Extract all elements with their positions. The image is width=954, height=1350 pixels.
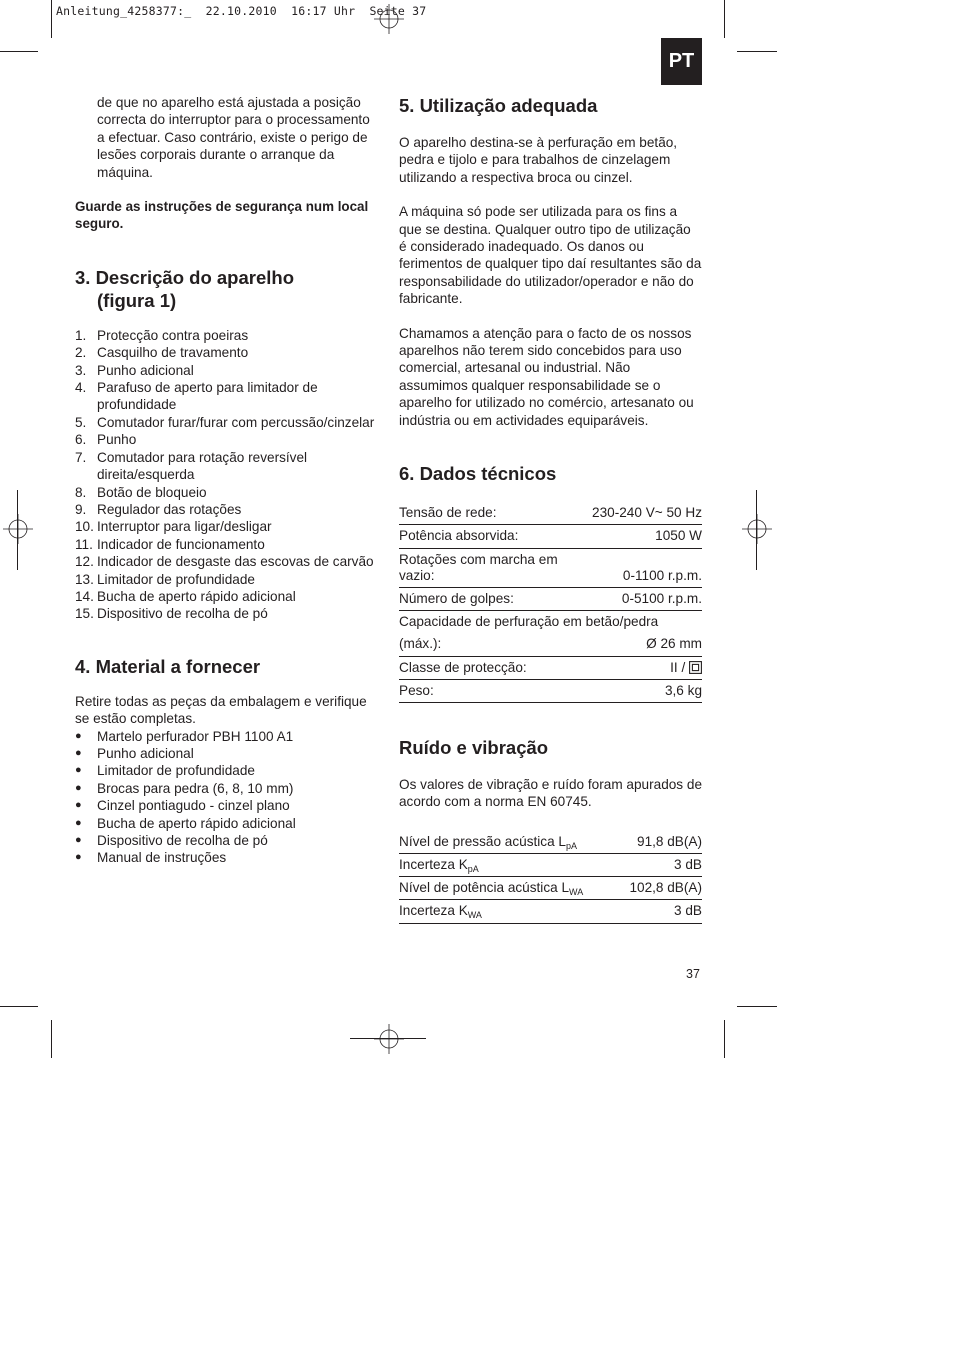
parts-list-number: 1. xyxy=(75,327,87,343)
section-5-title: 5. Utilização adequada xyxy=(399,95,598,116)
parts-list-item xyxy=(75,379,380,414)
parts-list-item xyxy=(75,605,380,622)
parts-list-number: 7. xyxy=(75,449,87,465)
parts-list-label: Comutador para rotação reversível direita/esquerda xyxy=(97,449,308,483)
supply-list-label: Brocas para pedra (6, 8, 10 mm) xyxy=(97,780,294,796)
parts-list-label: Parafuso de aperto para limitador de profundidade xyxy=(97,380,318,413)
parts-list-label: Regulador das rotações xyxy=(97,501,242,517)
supply-list-item xyxy=(75,849,380,866)
parts-list-number: 11. xyxy=(75,536,93,552)
parts-list-item xyxy=(75,431,380,448)
right-column xyxy=(399,94,702,924)
parts-list-label: Bucha de aperto rápido adicional xyxy=(97,588,296,604)
parts-list-item xyxy=(75,553,380,570)
spec-row-impacts: Número de golpes: 0-5100 r.p.m. xyxy=(399,587,702,610)
parts-list-number: 2. xyxy=(75,345,87,361)
section-5-paragraph-1: O aparelho destina-se à perfuração em betão, pedra e tijolo e para trabalhos de cinzelagem utilizando a respectiva broca ou cinzel. xyxy=(399,135,678,185)
supply-list-item xyxy=(75,832,380,849)
noise-row-lwa: Nível de potência acústica $L_{WA}$ 102,8 dB(A) xyxy=(399,877,702,900)
parts-list-label: Limitador de profundidade xyxy=(97,571,255,587)
supply-list-item xyxy=(75,762,380,779)
spec-row-protection-class: Classe de protecção: II / xyxy=(399,656,702,679)
safety-note: Guarde as instruções de segurança num local seguro. xyxy=(75,199,369,232)
spec-row-capacity-line1: Capacidade de perfuração em betão/pedra xyxy=(399,614,659,630)
parts-list-number: 6. xyxy=(75,432,87,448)
section-3-title: 3. Descrição do aparelho (figura 1) xyxy=(75,266,295,311)
parts-list-label: Casquilho de travamento xyxy=(97,345,249,361)
supply-list-label: Bucha de aperto rápido adicional xyxy=(97,815,296,831)
parts-list-item xyxy=(75,588,380,605)
noise-vibration-title: Ruído e vibração xyxy=(399,736,549,758)
parts-list-item xyxy=(75,344,380,361)
registration-mark-bottom-icon xyxy=(374,1024,404,1054)
parts-list-number: 13. xyxy=(75,571,94,587)
bullet-icon: ● xyxy=(75,781,82,794)
supply-list-item xyxy=(75,780,380,797)
parts-list-number: 5. xyxy=(75,414,87,430)
supply-list-label: Dispositivo de recolha de pó xyxy=(97,833,268,848)
parts-list-label: Interruptor para ligar/desligar xyxy=(97,519,272,535)
bullet-icon: ● xyxy=(75,851,82,864)
parts-list-label: Dispositivo de recolha de pó xyxy=(97,606,268,622)
section-5-paragraph-3: Chamamos a atenção para o facto de os nossos aparelhos não terem sido concebidos para uso comercial, artesanal ou industrial. Não assumimos qualquer responsabilidade se o aparelho for utilizado no comércio, artesanato ou indústria ou em actividades equiparáveis. xyxy=(399,325,694,428)
supply-list-item xyxy=(75,745,380,762)
section-4-intro: Retire todas as peças da embalagem e verifique se estão completas. xyxy=(75,693,367,727)
supply-list-label: Punho adicional xyxy=(97,745,194,761)
spec-row-power: Potência absorvida: 1050 W xyxy=(399,525,702,548)
noise-table xyxy=(399,831,702,924)
supply-list-label: Manual de instruções xyxy=(97,850,227,866)
noise-row-kwa: Incerteza $K_{WA}$ 3 dB xyxy=(399,900,702,923)
parts-list-item xyxy=(75,536,380,553)
parts-list-item xyxy=(75,484,380,501)
supply-list-item xyxy=(75,728,380,745)
parts-list-item xyxy=(75,571,380,588)
spec-row-voltage: Tensão de rede: 230-240 V~ 50 Hz xyxy=(399,502,702,525)
spec-row-weight: Peso: 3,6 kg xyxy=(399,679,702,702)
noise-row-lpa: Nível de pressão acústica $L_{pA}$ 91,8 dB(A) xyxy=(399,831,702,854)
parts-list-number: 10. xyxy=(75,519,94,535)
bullet-icon: ● xyxy=(75,729,82,742)
spec-row-speed: Rotações com marcha em vazio: 0-1100 r.p.m. xyxy=(399,548,702,587)
parts-list-number: 8. xyxy=(75,484,87,500)
registration-mark-right-icon xyxy=(742,514,772,544)
parts-list-item xyxy=(75,449,380,484)
parts-list-number: 14. xyxy=(75,588,94,604)
parts-list-label: Indicador de desgaste das escovas de carvão xyxy=(97,554,374,570)
intro-continuation: de que no aparelho está ajustada a posição correcta do interruptor para o processamento a efectuar. Caso contrário, existe o perigo de lesões corporais durante o arranque da máquina. xyxy=(97,95,370,180)
parts-list-number: 15. xyxy=(75,606,94,622)
registration-mark-left-icon xyxy=(3,514,33,544)
noise-row-kpa: Incerteza $K_{pA}$ 3 dB xyxy=(399,853,702,876)
supply-list-item xyxy=(75,815,380,832)
section-6-title: 6. Dados técnicos xyxy=(399,463,557,485)
bullet-icon: ● xyxy=(75,799,82,812)
parts-list-number: 12. xyxy=(75,554,94,570)
technical-data-table xyxy=(399,502,702,703)
spec-row-capacity: (máx.): Ø 26 mm xyxy=(399,633,702,656)
bullet-icon: ● xyxy=(75,746,82,759)
registration-mark-top-icon xyxy=(374,4,404,34)
noise-vibration-intro: Os valores de vibração e ruído foram apurados de acordo com a norma EN 60745. xyxy=(399,776,703,810)
parts-list xyxy=(75,327,380,623)
bullet-icon: ● xyxy=(75,816,82,829)
parts-list-label: Punho xyxy=(97,432,137,448)
double-insulation-icon xyxy=(689,661,702,674)
left-column xyxy=(75,94,380,867)
parts-list-label: Comutador furar/furar com percussão/cinzelar xyxy=(97,414,375,430)
parts-list-number: 4. xyxy=(75,380,87,396)
supply-list-label: Martelo perfurador PBH 1100 A1 xyxy=(97,728,294,744)
parts-list-label: Protecção contra poeiras xyxy=(97,327,249,343)
section-4-title: 4. Material a fornecer xyxy=(75,655,261,677)
parts-list-item xyxy=(75,414,380,431)
parts-list-item xyxy=(75,501,380,518)
supply-list-item xyxy=(75,797,380,814)
supply-list-label: Limitador de profundidade xyxy=(97,763,255,779)
print-header: Anleitung_4258377:_ 22.10.2010 16:17 Uhr Seite 37 xyxy=(56,4,427,18)
bullet-icon: ● xyxy=(75,764,82,777)
language-badge: PT xyxy=(661,38,702,85)
parts-list-number: 3. xyxy=(75,362,87,378)
supply-list xyxy=(75,728,380,867)
section-5-paragraph-2: A máquina só pode ser utilizada para os fins a que se destina. Qualquer outro tipo de utilização é considerado inadequado. Os danos ou ferimentos de qualquer tipo daí resultantes são da responsabilidade do utilizador/operador e não do fabricante. xyxy=(399,204,702,307)
page-number: 37 xyxy=(686,967,700,981)
parts-list-item xyxy=(75,518,380,535)
bullet-icon: ● xyxy=(75,834,82,846)
parts-list-number: 9. xyxy=(75,501,87,517)
parts-list-item xyxy=(75,327,380,344)
parts-list-item xyxy=(75,362,380,379)
supply-list-label: Cinzel pontiagudo - cinzel plano xyxy=(97,798,290,814)
parts-list-label: Punho adicional xyxy=(97,362,194,378)
parts-list-label: Indicador de funcionamento xyxy=(97,536,265,552)
parts-list-label: Botão de bloqueio xyxy=(97,484,207,500)
